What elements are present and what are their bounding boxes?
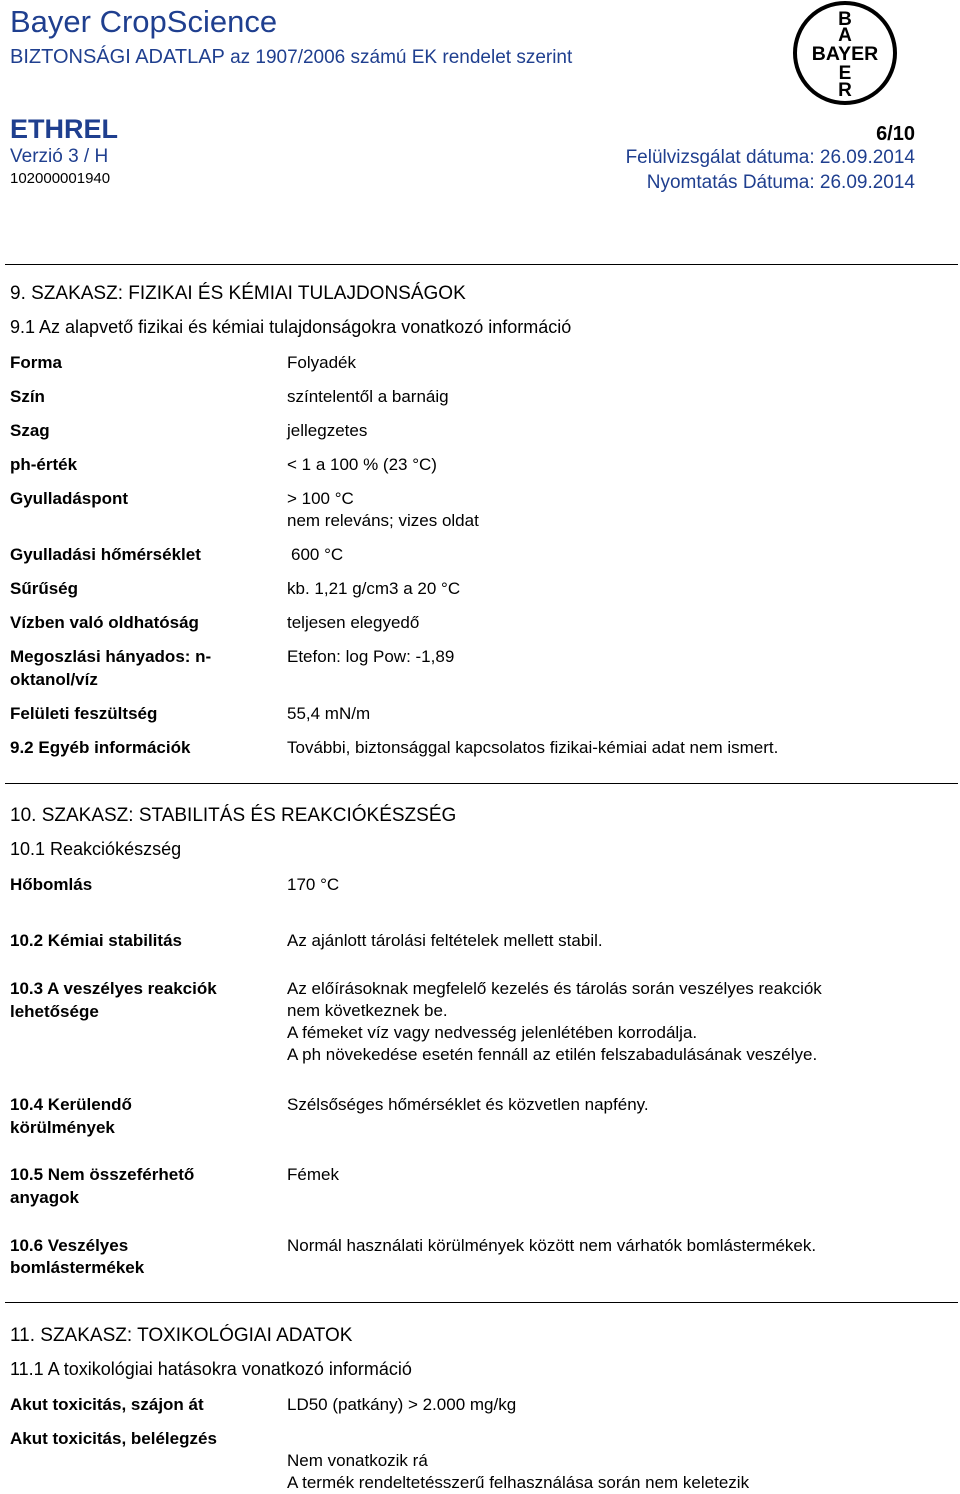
kerulendo-label-line2: körülmények <box>10 1118 115 1137</box>
osszeferheto-label-line2: anyagok <box>10 1188 79 1207</box>
szin-value: színtelentől a barnáig <box>287 387 449 406</box>
gyulladaspont-label: Gyulladáspont <box>10 489 129 508</box>
logo-letter-a: A <box>838 25 852 46</box>
divider <box>5 264 958 265</box>
bayer-cross-logo <box>792 0 898 106</box>
oldhatosag-value: teljesen elegyedő <box>287 613 420 632</box>
veszelyes-reakciok-value-line1: Az előírásoknak megfelelő kezelés és tárolás során veszélyes reakciók <box>287 979 822 998</box>
megoszlasi-value: Etefon: log Pow: -1,89 <box>287 647 455 666</box>
section-10-title: 10. SZAKASZ: STABILITÁS ÉS REAKCIÓKÉSZSÉG <box>10 805 457 826</box>
megoszlasi-label-line1: Megoszlási hányados: n- <box>10 647 212 666</box>
ph-value: < 1 a 100 % (23 °C) <box>287 455 437 474</box>
bomlastermekek-label-line1: 10.6 Veszélyes <box>10 1236 129 1255</box>
akut-belegzes-value-line1: Nem vonatkozik rá <box>287 1451 428 1470</box>
logo-letter-e: E <box>838 63 852 84</box>
hobomlas-value: 170 °C <box>287 875 340 894</box>
feszultseg-label: Felületi feszültség <box>10 704 158 723</box>
veszelyes-reakciok-value-line3: A fémeket víz vagy nedvesség jelenlétében korrodálja. <box>287 1023 698 1042</box>
egyeb-informaciok-label: 9.2 Egyéb információk <box>10 738 191 757</box>
kemiai-stabilitas-value: Az ajánlott tárolási feltételek mellett stabil. <box>287 931 603 950</box>
revision-date: Felülvizsgálat dátuma: 26.09.2014 <box>625 147 915 168</box>
section-11-title: 11. SZAKASZ: TOXIKOLÓGIAI ADATOK <box>10 1325 353 1346</box>
szin-label: Szín <box>10 387 45 406</box>
section-9-title: 9. SZAKASZ: FIZIKAI ÉS KÉMIAI TULAJDONSÁGOK <box>10 283 466 304</box>
feszultseg-value: 55,4 mN/m <box>287 704 371 723</box>
kerulendo-label-line1: 10.4 Kerülendő <box>10 1095 132 1114</box>
logo-letter-r: R <box>838 80 852 101</box>
veszelyes-reakciok-label-line2: lehetősége <box>10 1002 99 1021</box>
version-text: Verzió 3 / H <box>10 146 109 167</box>
szag-label: Szag <box>10 421 50 440</box>
forma-label: Forma <box>10 353 62 372</box>
print-date: Nyomtatás Dátuma: 26.09.2014 <box>646 172 915 193</box>
section-11-1-heading: 11.1 A toxikológiai hatásokra vonatkozó információ <box>10 1359 412 1379</box>
bomlastermekek-label-line2: bomlástermékek <box>10 1258 145 1277</box>
akut-szajon-value: LD50 (patkány) > 2.000 mg/kg <box>287 1395 517 1414</box>
suruseg-value: kb. 1,21 g/cm3 a 20 °C <box>287 579 461 598</box>
gyulladasi-homerseklet-label: Gyulladási hőmérséklet <box>10 545 201 564</box>
logo-word-bayer: BAYER <box>811 43 879 65</box>
akut-belegzes-value-line2: A termék rendeltetésszerű felhasználása során nem keletezik <box>287 1473 750 1492</box>
logo-letter-b-top: B <box>838 9 852 30</box>
kemiai-stabilitas-label: 10.2 Kémiai stabilitás <box>10 931 182 950</box>
megoszlasi-label-line2: oktanol/víz <box>10 670 98 689</box>
akut-belegzes-label: Akut toxicitás, belélegzés <box>10 1429 217 1448</box>
ph-label: ph-érték <box>10 455 78 474</box>
gyulladaspont-value: > 100 °C <box>287 489 354 508</box>
osszeferheto-value: Fémek <box>287 1165 339 1184</box>
kerulendo-value: Szélsőséges hőmérséklet és közvetlen napfény. <box>287 1095 649 1114</box>
veszelyes-reakciok-value-line2: nem következnek be. <box>287 1001 448 1020</box>
egyeb-informaciok-value: További, biztonsággal kapcsolatos fizikai-kémiai adat nem ismert. <box>287 738 779 757</box>
sds-title: BIZTONSÁGI ADATLAP <box>10 46 225 68</box>
oldhatosag-label: Vízben való oldhatóság <box>10 613 199 632</box>
divider <box>5 783 958 784</box>
sds-title-line <box>10 46 572 69</box>
regulation-text: az 1907/2006 számú EK rendelet szerint <box>230 47 573 68</box>
suruseg-label: Sűrűség <box>10 579 79 598</box>
page-number: 6/10 <box>876 123 915 145</box>
section-9-1-heading: 9.1 Az alapvető fizikai és kémiai tulajdonságokra vonatkozó információ <box>10 317 572 337</box>
product-code: 102000001940 <box>10 170 111 187</box>
akut-szajon-label: Akut toxicitás, szájon át <box>10 1395 204 1414</box>
divider <box>5 1302 958 1303</box>
veszelyes-reakciok-value-line4: A ph növekedése esetén fennáll az etilén felszabadulásának veszélye. <box>287 1045 818 1064</box>
product-name: ETHREL <box>10 114 118 144</box>
forma-value: Folyadék <box>287 353 356 372</box>
hobomlas-label: Hőbomlás <box>10 875 93 894</box>
osszeferheto-label-line1: 10.5 Nem összeférhető <box>10 1165 195 1184</box>
veszelyes-reakciok-label-line1: 10.3 A veszélyes reakciók <box>10 979 217 998</box>
bomlastermekek-value: Normál használati körülmények között nem várhatók bomlástermékek. <box>287 1236 817 1255</box>
section-10-1-heading: 10.1 Reakciókészség <box>10 839 182 859</box>
gyulladaspont-note: nem releváns; vizes oldat <box>287 511 479 530</box>
gyulladasi-homerseklet-value: 600 °C <box>291 545 344 564</box>
szag-value: jellegzetes <box>287 421 368 440</box>
company-name: Bayer CropScience <box>10 4 278 39</box>
